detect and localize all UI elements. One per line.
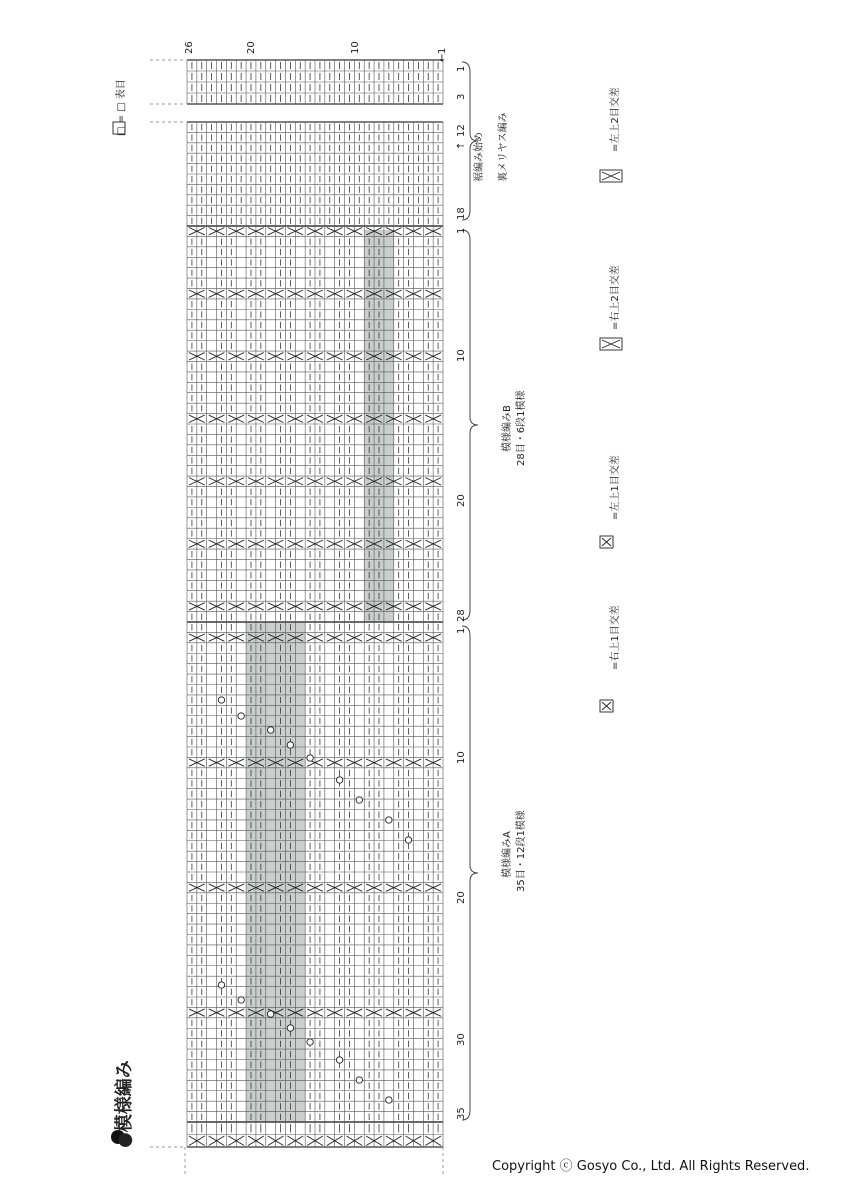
pattern-b-label: 模様編みB [502, 405, 513, 452]
stitch-number-10: 10 [350, 41, 361, 54]
yarn-over-mark [238, 997, 244, 1003]
legend-label-left-cross-1: =左上1目交差 [610, 455, 621, 520]
pattern-b-sublabel: 28目・6段1模様 [516, 390, 527, 466]
yarn-over-mark [336, 777, 342, 783]
legend-knit-stitch: □ = □ 表目 [116, 79, 127, 136]
stitch-number-26: 26 [184, 41, 195, 54]
row-mark-b-20: 20 [456, 494, 467, 507]
yarn-over-mark [287, 742, 293, 748]
yarn-over-mark [267, 727, 273, 733]
row-mark-a-10: 10 [456, 751, 467, 764]
legend-label-right-cross-1: =右上1目交差 [610, 605, 621, 670]
yarn-over-mark [336, 1057, 342, 1063]
yarn-over-mark [386, 1097, 392, 1103]
row-mark-rib-3: 3 [456, 93, 467, 100]
legend-label-left-cross-2: =左上2目交差 [610, 87, 621, 152]
yarn-over-mark [386, 817, 392, 823]
yarn-over-mark [307, 1039, 313, 1045]
yarn-over-mark [307, 755, 313, 761]
yarn-over-mark [218, 982, 224, 988]
row-mark-rib-12: 12 [456, 124, 467, 137]
pattern-a-sublabel: 35目・12段1模様 [516, 810, 527, 892]
direction-arrow-icon: ← [437, 53, 448, 62]
stitch-number-1: 1 [437, 47, 448, 54]
row-mark-rib-18: 18 [456, 207, 467, 220]
brace-pattern-b [462, 230, 478, 620]
pattern-a-label: 模様編みA [502, 831, 513, 878]
page-title: ●模様編み [114, 1060, 135, 1148]
yarn-over-mark [287, 1025, 293, 1031]
row-mark-a-30: 30 [456, 1033, 467, 1046]
yarn-over-mark [238, 713, 244, 719]
yarn-over-mark [405, 837, 411, 843]
row-mark-a-20: 20 [456, 891, 467, 904]
legend-label-right-cross-2: =右上2目交差 [610, 265, 621, 330]
yarn-over-mark [356, 1077, 362, 1083]
row-mark-b-28: 28 [456, 609, 467, 622]
row-mark-b-10: 10 [456, 349, 467, 362]
yarn-over-mark [218, 697, 224, 703]
row-mark-a-1: 1 [456, 627, 467, 634]
copyright-text: Copyright ⓒ Gosyo Co., Ltd. All Rights Reserved. [492, 1159, 810, 1174]
row-mark-b-1: 1 [456, 227, 467, 234]
yarn-over-mark [356, 797, 362, 803]
stitch-number-20: 20 [246, 41, 257, 54]
rib-label: 裏メリヤス編み [498, 112, 509, 182]
row-mark-rib-1: 1 [456, 65, 467, 72]
yarn-over-mark [267, 1011, 273, 1017]
row-mark-a-35: 35 [456, 1107, 467, 1120]
rib-sublabel: 裾編み始め [474, 132, 485, 182]
start-arrow-icon: ↑ [456, 141, 467, 150]
